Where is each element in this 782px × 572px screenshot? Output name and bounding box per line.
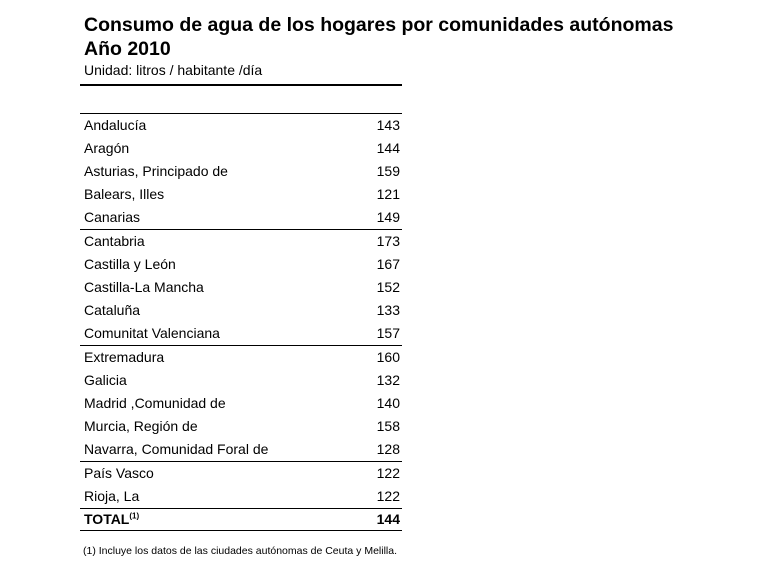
total-row <box>80 508 402 531</box>
region-value: 158 <box>376 418 400 434</box>
region-value: 132 <box>376 372 400 388</box>
table-row <box>80 276 402 299</box>
region-name: Andalucía <box>84 117 147 133</box>
table-row <box>80 253 402 276</box>
table-row <box>80 183 402 206</box>
region-name: Asturias, Principado de <box>84 163 228 179</box>
table-row <box>80 369 402 392</box>
region-name: Canarias <box>84 209 141 225</box>
table-group <box>80 461 402 508</box>
consumption-table <box>80 113 402 531</box>
header-rule <box>80 84 402 86</box>
total-label-wrap <box>84 508 139 531</box>
region-value: 121 <box>376 186 400 202</box>
table-row <box>80 160 402 183</box>
region-name: Extremadura <box>84 349 165 365</box>
region-name: Murcia, Región de <box>84 418 198 434</box>
table-group <box>80 113 402 229</box>
region-name: Madrid ,Comunidad de <box>84 395 226 411</box>
region-value: 152 <box>376 279 400 295</box>
region-name: Cataluña <box>84 302 141 318</box>
table-row <box>80 415 402 438</box>
table-row <box>80 322 402 345</box>
region-value: 167 <box>376 256 400 272</box>
footnote: (1) Incluye los datos de las ciudades autónomas de Ceuta y Melilla. <box>83 545 398 557</box>
table-row <box>80 230 402 253</box>
table-row <box>80 392 402 415</box>
region-name: Aragón <box>84 140 130 156</box>
table-row <box>80 346 402 369</box>
region-value: 157 <box>376 325 400 341</box>
table-row <box>80 485 402 508</box>
table-row <box>80 462 402 485</box>
total-label: TOTAL <box>84 511 130 527</box>
region-value: 143 <box>376 117 400 133</box>
table-row <box>80 114 402 137</box>
unit-label: Unidad: litros / habitante /día <box>84 62 263 78</box>
region-name: Balears, Illes <box>84 186 165 202</box>
table-row <box>80 137 402 160</box>
total-value: 144 <box>376 511 400 527</box>
region-value: 122 <box>376 488 400 504</box>
region-value: 160 <box>376 349 400 365</box>
page-subtitle-year: Año 2010 <box>84 38 171 60</box>
table-group <box>80 345 402 461</box>
region-value: 133 <box>376 302 400 318</box>
region-name: Comunitat Valenciana <box>84 325 220 341</box>
page-title: Consumo de agua de los hogares por comunidades autónomas <box>84 14 674 36</box>
region-name: Castilla-La Mancha <box>84 279 204 295</box>
region-name: Castilla y León <box>84 256 176 272</box>
region-name: Galicia <box>84 372 127 388</box>
table-group <box>80 229 402 345</box>
region-value: 122 <box>376 465 400 481</box>
region-value: 159 <box>376 163 400 179</box>
region-value: 149 <box>376 209 400 225</box>
region-value: 140 <box>376 395 400 411</box>
table-row <box>80 206 402 229</box>
region-value: 173 <box>376 233 400 249</box>
region-name: Cantabria <box>84 233 145 249</box>
region-value: 144 <box>376 140 400 156</box>
region-name: Rioja, La <box>84 488 140 504</box>
total-footnote-marker: (1) <box>129 511 140 521</box>
table-row <box>80 299 402 322</box>
region-name: Navarra, Comunidad Foral de <box>84 441 269 457</box>
region-value: 128 <box>376 441 400 457</box>
table-row <box>80 438 402 461</box>
region-name: País Vasco <box>84 465 154 481</box>
